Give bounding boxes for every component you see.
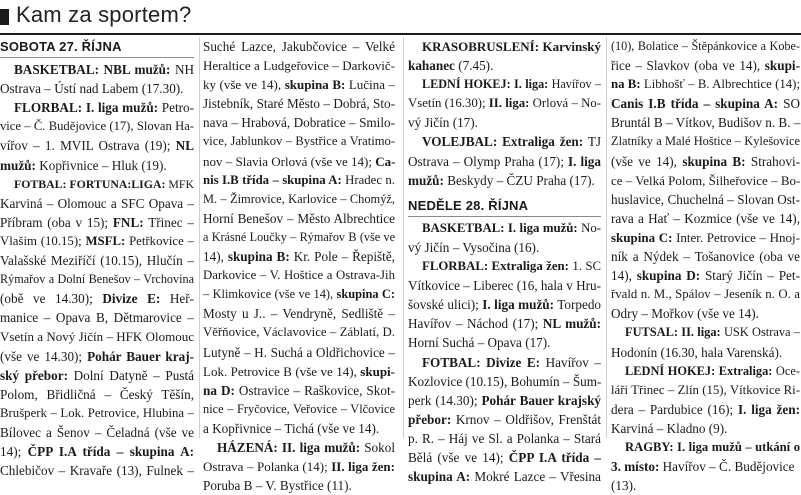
competition-label: skupina B:	[682, 153, 746, 169]
text-line	[611, 381, 800, 400]
text-line	[611, 285, 800, 304]
text-line	[408, 94, 601, 113]
competition-label: na D:	[203, 382, 235, 398]
match-text: Rýmařov a Dolní Benešov – Vrchovina	[0, 272, 194, 287]
match-text: Odry – Mořkov (vše ve 14).	[611, 306, 759, 322]
match-text: M. – Žimrovice, Karlovice – Chomýž,	[203, 191, 395, 206]
text-line	[408, 56, 601, 75]
competition-label: FUTSAL: II. liga:	[625, 325, 721, 340]
text-line	[408, 391, 601, 410]
competition-label: nis I.B třída – skupina A:	[203, 172, 342, 187]
competition-label: FOTBAL: Divize E:	[422, 354, 541, 370]
competition-label: FOTBAL: FORTUNA:LIGA:	[14, 176, 166, 191]
match-text: vý Jičín (17).	[408, 115, 478, 131]
text-line	[408, 448, 601, 467]
match-text: Oce-	[772, 363, 801, 378]
match-text: Horní Suchá – Opava (17).	[408, 335, 551, 351]
text-line	[203, 285, 395, 304]
match-text: Kr. Pole – Řepiště,	[289, 249, 395, 265]
match-text: Lučina –	[345, 77, 396, 93]
text-line	[203, 56, 395, 75]
text-line	[0, 327, 194, 346]
match-text: huslavice, Chuchelná – Slovan Ost-	[611, 191, 800, 207]
match-text: USK Ostrava –	[720, 325, 800, 340]
text-line	[408, 171, 601, 190]
text-line	[0, 385, 194, 404]
match-text: Suché Lazce, Jakubčovice – Velké	[203, 39, 395, 54]
competition-label: skupina C:	[611, 229, 673, 245]
text-line	[611, 419, 800, 438]
competition-label: II. liga:	[488, 96, 530, 111]
column-divider	[403, 37, 404, 438]
match-text: Třinec –	[143, 214, 194, 230]
match-text: (13).	[611, 478, 637, 494]
text-line	[611, 209, 800, 228]
match-text: (7.45).	[454, 58, 494, 74]
match-text: Torpedo	[554, 297, 602, 313]
date-rule	[408, 216, 601, 217]
text-line	[203, 190, 395, 209]
competition-label: I. liga žen:	[737, 401, 800, 417]
page-header	[0, 0, 801, 36]
match-text: Zlatníky a Malé Hoštice – Kylešovice	[611, 134, 800, 149]
match-text: 14),	[203, 249, 228, 265]
match-text: Kopřivnice – Hluk (19).	[35, 157, 167, 173]
match-text: manice – Opava B, Dětmarovice –	[0, 310, 194, 326]
match-text: Ostrava – Ústí nad Labem (17.30).	[0, 81, 184, 97]
match-text: šovské ulici);	[408, 297, 483, 313]
date-rule	[0, 57, 194, 58]
text-line	[203, 94, 395, 113]
text-line	[0, 60, 194, 79]
text-line	[203, 323, 395, 342]
match-text: Vsetín (16.30);	[408, 96, 489, 111]
competition-label: FNL:	[112, 214, 144, 230]
match-text: perk (14.30);	[408, 392, 482, 408]
schedule-column-3	[408, 37, 601, 486]
column-divider	[606, 37, 607, 438]
match-text: Dolní Datyně – Pustá	[67, 367, 194, 383]
match-text: vice – Č. Budějovice (17), Slovan Ha-	[0, 119, 194, 134]
match-text: (vše ve 14.30);	[0, 348, 88, 364]
match-text: 14);	[0, 443, 28, 459]
text-line	[203, 476, 395, 495]
text-line	[0, 213, 194, 232]
text-line	[408, 75, 601, 94]
match-text: Vítkovice – Liberec (16, hala v Hru-	[408, 278, 601, 294]
text-line	[0, 347, 194, 366]
text-line	[408, 467, 601, 486]
match-text: řice – Slavkov (oba ve 14),	[611, 58, 765, 74]
match-text: (10), Bolatice – Štěpánkovice a Kobe-	[611, 39, 800, 53]
match-text: ník a Nýdek – Tošanovice (oba ve	[611, 249, 800, 265]
match-text: Polom, Břidličná – Český Těšín,	[0, 386, 194, 402]
text-line	[203, 381, 395, 400]
match-text: láři Třinec – Zlín (15), Vítkovice Ri-	[611, 382, 800, 397]
text-line	[408, 410, 601, 429]
text-line	[408, 152, 601, 171]
page-title: Kam za sportem?	[16, 2, 192, 27]
competition-label: skupina B:	[227, 249, 290, 265]
match-text: Bruntál B – Vítkov, Budišov n. B. –	[611, 115, 801, 131]
match-text: Příbram (oba v 15);	[0, 214, 113, 230]
match-text: Vsetín a Nový Jičín – HFK Olomouc	[0, 329, 194, 345]
text-line	[203, 419, 395, 438]
competition-label: ský přebor:	[0, 367, 68, 383]
text-line	[408, 238, 601, 257]
text-line	[611, 457, 800, 476]
competition-label: Divize E:	[102, 291, 161, 307]
match-text: (obě ve 14.30);	[0, 291, 103, 307]
match-text: NH	[170, 62, 194, 78]
text-line	[611, 476, 800, 495]
text-line	[611, 75, 800, 94]
match-text: Krnov – Oldřišov, Frenštát	[451, 411, 601, 427]
competition-label: Pohár Bauer kraj-	[87, 348, 194, 364]
competition-label: ČPP I.A třída –	[508, 449, 602, 465]
competition-label: LEDNÍ HOKEJ: I. liga:	[422, 77, 549, 92]
text-line	[203, 266, 395, 285]
competition-label: KRASOBRUSLENÍ: Karvinský	[422, 39, 601, 54]
competition-label: skupina D:	[636, 268, 701, 284]
match-text: a Kopřivnice – Tichá (vše ve 14).	[203, 420, 380, 436]
match-text: Jistebník, Staré Město – Dobrá, Sto-	[203, 96, 395, 112]
match-text: vířov – 1. MVIL Ostrava (19);	[0, 138, 176, 154]
match-text: Sokol	[360, 439, 395, 455]
text-line	[0, 98, 194, 117]
text-line	[408, 353, 601, 372]
text-line	[408, 372, 601, 391]
text-line	[611, 362, 800, 381]
header-marker	[0, 9, 9, 25]
match-text: Lok. Petrovice B (vše ve 14),	[203, 363, 361, 379]
text-line	[0, 423, 194, 442]
match-text: Bělá (vše ve 14);	[408, 449, 509, 465]
match-text: Mokré Lazce – Vřesina	[470, 469, 601, 485]
text-line	[203, 113, 395, 132]
text-line	[611, 228, 800, 247]
text-line	[611, 343, 800, 362]
competition-label: FLORBAL: Extraliga žen:	[422, 259, 569, 274]
match-text: Valašské Meziříčí (10.15), Hlučín –	[0, 253, 194, 269]
text-line	[408, 429, 601, 448]
competition-label: VOLEJBAL: Extraliga žen:	[422, 134, 584, 150]
match-text: No-	[577, 220, 601, 235]
text-line	[611, 190, 800, 209]
match-text: Orlová – No-	[529, 96, 601, 111]
text-line	[611, 37, 800, 56]
match-text: Karviná – Kladno (9).	[611, 420, 728, 436]
match-text: 14),	[611, 268, 637, 284]
match-text: Darkovice – V. Hoštice a Ostrava-Jih	[203, 268, 395, 283]
match-text: Brušperk – Lok. Petrovice, Hlubina –	[0, 405, 194, 420]
match-text: Beskydy – ČZU Praha (17).	[443, 172, 595, 188]
match-text: ky (vše ve 14),	[203, 77, 285, 93]
match-text: a Krásné Loučky – Rýmařov B (vše ve	[203, 229, 395, 244]
text-line	[0, 270, 194, 289]
text-line	[203, 152, 395, 171]
text-line	[203, 304, 395, 323]
competition-label: Canis I.B třída – skupina A:	[611, 96, 779, 112]
text-line	[203, 228, 395, 247]
text-line	[0, 366, 194, 385]
text-line	[408, 219, 601, 238]
match-text: nice – Fryčovice, Veřovice – Vlčovice	[203, 401, 395, 416]
match-text: Havířov – Č. Budějovice	[659, 459, 795, 475]
competition-label: skupina B:	[284, 77, 346, 93]
match-text: Mosty u J.. – Vendryně, Sedliště –	[203, 306, 395, 322]
text-line	[408, 132, 601, 151]
competition-label: mužů:	[0, 157, 36, 173]
text-line	[0, 289, 194, 308]
match-text: MFK	[165, 176, 194, 191]
header-rule	[0, 33, 801, 35]
text-line	[408, 37, 601, 56]
competition-label: přebor:	[408, 411, 452, 427]
text-line	[408, 257, 601, 276]
text-line	[203, 362, 395, 381]
text-line	[0, 175, 194, 194]
match-text: vý Jičín – Vysočina (16).	[408, 239, 540, 255]
schedule-column-4	[611, 37, 800, 495]
text-line	[0, 404, 194, 423]
match-text: TJ	[583, 134, 602, 150]
competition-label: na B:	[611, 77, 641, 92]
match-text: Věřňovice, Václavovice – Záblatí, D.	[203, 325, 395, 340]
match-text: Havířov –	[548, 77, 601, 92]
date-heading: NEDĚLE 28. ŘÍJNA	[408, 197, 529, 213]
text-line	[408, 113, 601, 132]
text-line	[611, 56, 800, 75]
text-line	[611, 152, 800, 171]
text-line	[203, 400, 395, 419]
competition-label: mužů:	[408, 172, 444, 188]
match-text: Ostravice – Raškovice, Skot-	[234, 382, 395, 398]
match-text: Inter. Petrovice – Hnoj-	[672, 229, 800, 245]
match-text: Horní Benešov – Město Albrechtice	[203, 210, 395, 226]
text-line	[0, 156, 194, 175]
text-line	[611, 323, 800, 342]
text-line	[203, 438, 395, 457]
match-text: řvald n. M., Spálov – Jeseník n. O. a	[611, 287, 800, 302]
match-text: Heř-	[160, 291, 195, 307]
competition-label: RAGBY: I. liga mužů – utkání o	[625, 439, 800, 454]
competition-label: 3. místo:	[611, 459, 660, 475]
competition-label: MSFL:	[85, 233, 126, 248]
competition-label: skupina C:	[336, 287, 395, 302]
match-text: nava – Hrabová, Dobratice – Smilo-	[203, 115, 395, 131]
match-text: Havířov –	[540, 354, 601, 370]
competition-label: Ca-	[375, 153, 396, 169]
text-line	[203, 37, 395, 56]
match-text: Bílovec a Šenov – Čeladná (vše ve	[0, 424, 194, 440]
match-text: Poruba B – V. Bystřice (11).	[203, 478, 352, 494]
competition-label: I. liga	[568, 153, 601, 169]
text-line	[0, 308, 194, 327]
schedule-column-1	[0, 37, 194, 480]
match-text: (vše ve 14),	[611, 153, 683, 169]
text-line	[611, 132, 800, 151]
match-text: vice, Jablunkov – Bystřice a Vratimo-	[203, 134, 395, 149]
competition-label: LEDNÍ HOKEJ: Extraliga:	[625, 363, 773, 378]
match-text: Starý Jičín – Pet-	[700, 268, 800, 284]
text-line	[611, 247, 800, 266]
match-text: Petřkovice –	[125, 233, 194, 248]
match-text: Vlašim (10.15);	[0, 233, 86, 248]
competition-label: skupina A:	[408, 469, 471, 485]
match-text: nov – Slavia Orlová (vše ve 14);	[203, 153, 376, 169]
match-text: rava a Hať – Kozmice (vše ve 14),	[611, 210, 800, 226]
match-text: Lutyně – H. Suchá a Oldřichovice –	[203, 344, 395, 360]
text-line	[611, 438, 800, 457]
text-line	[0, 232, 194, 251]
text-line	[0, 251, 194, 270]
competition-label: NL mužů:	[542, 316, 601, 332]
match-text: 1. SC	[568, 259, 601, 274]
competition-label: I. liga mužů:	[482, 297, 555, 313]
text-line	[203, 343, 395, 362]
text-line	[408, 333, 601, 352]
text-line	[203, 247, 395, 266]
match-text: dera – Pardubice (16);	[611, 401, 738, 417]
text-line	[611, 400, 800, 419]
competition-label: NL	[175, 138, 194, 154]
text-line	[203, 457, 395, 476]
competition-label: II. liga žen:	[331, 459, 395, 475]
match-text: p. R. – Háj ve Sl. a Polanka – Stará	[408, 430, 601, 446]
competition-label: kahanec	[408, 58, 455, 74]
text-line	[408, 314, 601, 333]
match-text: ce – Velká Polom, Šilheřovice – Bo-	[611, 172, 801, 188]
match-text: Hradec n.	[341, 172, 395, 187]
text-line	[408, 295, 601, 314]
text-line	[0, 461, 194, 480]
match-text: Heraltice a Ludgeřovice – Darkovič-	[203, 58, 395, 74]
match-text: Ostrava – Olymp Praha (17);	[408, 153, 569, 169]
competition-label: BASKETBAL: NBL mužů:	[14, 62, 171, 78]
column-divider	[199, 37, 200, 438]
match-text: – Klimkovice (vše ve 14),	[203, 287, 337, 302]
match-text: Petro-	[158, 100, 195, 116]
text-line	[0, 117, 194, 136]
competition-label: skupi-	[764, 58, 800, 74]
match-text: Chlebičov – Kravaře (13), Fulnek –	[0, 463, 194, 479]
match-text: Hodonín (16.30, hala Varenská).	[611, 344, 783, 360]
competition-label: ČPP I.A třída – skupina A:	[27, 443, 194, 459]
text-line	[203, 132, 395, 151]
text-line	[203, 171, 395, 190]
text-line	[611, 171, 800, 190]
text-line	[611, 304, 800, 323]
text-line	[611, 113, 800, 132]
competition-label: skupi-	[360, 363, 395, 379]
text-line	[0, 442, 194, 461]
match-text: Havířov – Náchod (17);	[408, 316, 543, 332]
date-heading: SOBOTA 27. ŘÍJNA	[0, 39, 122, 54]
competition-label: Pohár Bauer krajský	[481, 392, 601, 408]
schedule-column-2	[203, 37, 395, 495]
competition-label: HÁZENÁ: II. liga mužů:	[217, 439, 361, 455]
text-line	[0, 136, 194, 155]
text-line	[611, 94, 800, 113]
competition-label: FLORBAL: I. liga mužů:	[14, 100, 159, 116]
match-text: SO	[778, 96, 800, 112]
competition-label: BASKETBAL: I. liga mužů:	[422, 220, 578, 235]
text-line	[203, 209, 395, 228]
match-text: Karviná – Olomouc a SFC Opava –	[0, 195, 194, 211]
text-line	[611, 266, 800, 285]
text-line	[203, 75, 395, 94]
match-text: Libhošť – B. Albrechtice (14);	[640, 77, 800, 92]
text-line	[0, 194, 194, 213]
match-text: Ostrava – Polanka (14);	[203, 459, 332, 475]
text-line	[0, 79, 194, 98]
match-text: Strahovi-	[745, 153, 800, 169]
match-text: Kozlovice (10.15), Bohumín – Šum-	[408, 373, 602, 389]
text-line	[408, 276, 601, 295]
